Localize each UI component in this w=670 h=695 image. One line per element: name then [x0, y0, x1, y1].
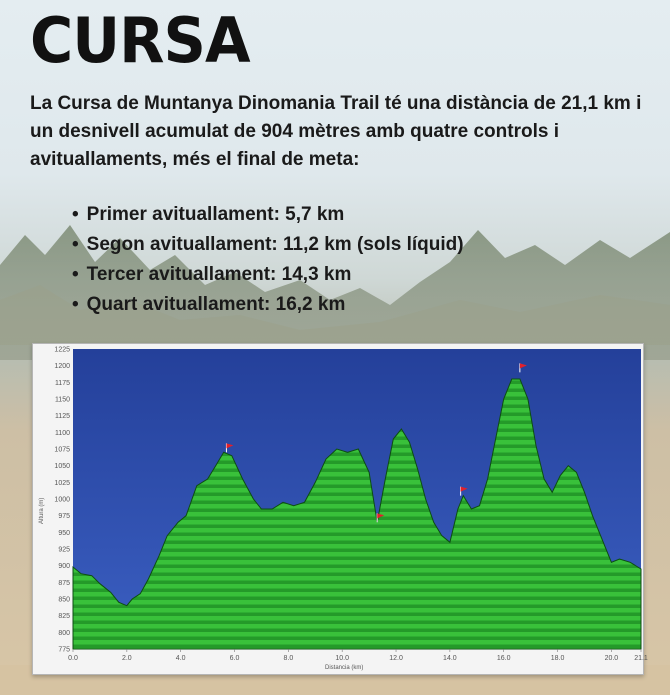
- y-tick-label: 975: [58, 513, 70, 521]
- aid-station-item: • Segon avituallament: 11,2 km (sols líquid): [72, 230, 464, 260]
- y-tick-label: 1050: [54, 463, 70, 471]
- intro-paragraph: La Cursa de Muntanya Dinomania Trail té una distància de 21,1 km i un desnivell acumulat de 904 mètres amb quatre controls i avituallaments, més el final de meta:: [30, 93, 642, 170]
- y-tick-label: 800: [58, 629, 70, 637]
- y-axis-label: Altura (m): [39, 497, 45, 524]
- y-tick-label: 1075: [54, 446, 70, 454]
- y-tick-label: 1100: [54, 429, 70, 437]
- x-tick-label: 8.0: [283, 655, 294, 662]
- y-tick-label: 900: [58, 563, 70, 571]
- y-tick-label: 875: [58, 579, 70, 587]
- y-tick-label: 1150: [54, 396, 70, 404]
- x-tick-label: 12.0: [389, 655, 403, 662]
- x-tick-label: 20.0: [604, 655, 619, 662]
- y-tick-label: 925: [58, 546, 70, 554]
- y-tick-label: 775: [58, 646, 70, 654]
- x-tick-label: 14.0: [443, 655, 457, 662]
- aid-station-item: • Primer avituallament: 5,7 km: [72, 200, 464, 230]
- y-axis-ticks: [54, 347, 70, 654]
- y-tick-label: 1200: [54, 363, 70, 371]
- aid-station-item: • Tercer avituallament: 14,3 km: [72, 260, 464, 290]
- page-title: CURSA: [30, 4, 250, 77]
- x-tick-label: 4.0: [175, 655, 186, 662]
- aid-stations-list: [72, 200, 464, 320]
- y-tick-label: 850: [58, 596, 70, 604]
- elevation-chart-svg: [33, 344, 648, 674]
- x-tick-label: 10.0: [335, 655, 350, 662]
- y-tick-label: 1125: [54, 413, 70, 421]
- y-tick-label: 1000: [54, 496, 70, 504]
- x-tick-label: 6.0: [229, 655, 240, 662]
- y-tick-label: 950: [58, 529, 70, 537]
- x-tick-label: 16.0: [496, 655, 511, 662]
- x-axis-ticks: [68, 649, 648, 662]
- x-tick-label: 18.0: [550, 655, 565, 662]
- aid-station-item: • Quart avituallament: 16,2 km: [72, 290, 464, 320]
- x-tick-label: 0.0: [68, 655, 78, 662]
- y-tick-label: 825: [58, 613, 70, 621]
- x-tick-label: 2.0: [121, 655, 132, 662]
- elevation-profile-chart: [32, 343, 648, 675]
- x-tick-label: 21.1: [634, 655, 648, 662]
- y-tick-label: 1175: [54, 379, 70, 387]
- y-tick-label: 1025: [54, 479, 70, 487]
- x-axis-label: Distancia (km): [325, 665, 364, 671]
- y-tick-label: 1225: [54, 346, 70, 354]
